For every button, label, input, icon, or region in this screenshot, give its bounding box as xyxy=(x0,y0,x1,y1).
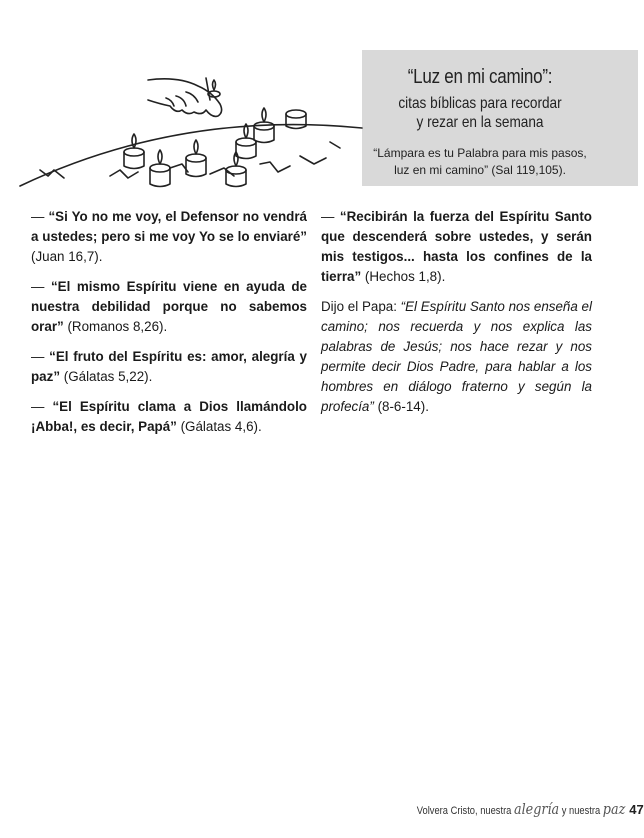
quote-dash: — xyxy=(31,399,53,414)
footer-script-word: paz xyxy=(602,800,626,818)
quote-reference: (Hechos 1,8). xyxy=(361,269,446,284)
bible-quote-paragraph xyxy=(31,397,307,437)
quote-text: “Si Yo no me voy, el Defensor no vendrá a ustedes; pero si me voy Yo se lo enviaré” xyxy=(31,209,307,244)
pope-quote-intro: Dijo el Papa: xyxy=(321,299,401,314)
quote-text: “El fruto del Espíritu es: amor, alegría y paz” xyxy=(31,349,307,384)
banner-subtitle xyxy=(380,94,581,132)
quote-text: “El mismo Espíritu viene en ayuda de nuestra debilidad porque no sabemos orar” xyxy=(31,279,307,334)
quote-dash: — xyxy=(31,279,51,294)
banner-subtitle-line1: citas bíblicas para recordar xyxy=(398,95,562,112)
quote-reference: (Gálatas 5,22). xyxy=(60,369,153,384)
banner-title: “Luz en mi camino”: xyxy=(407,66,553,88)
bible-quote-paragraph xyxy=(31,347,307,387)
footer-slogan xyxy=(417,800,626,818)
quote-text: “El Espíritu clama a Dios llamándolo ¡Abba!, es decir, Papá” xyxy=(31,399,307,434)
banner-quote xyxy=(362,145,598,179)
pope-quote-text: “El Espíritu Santo nos enseña el camino; nos recuerda y nos explica las palabras de Jesús; nos hace rezar y nos permite decir Dios Padre, para hablar a los hombres en diálogo fraterno y según la profecía” xyxy=(321,299,592,414)
pope-quote-paragraph xyxy=(321,297,592,417)
candles-illustration xyxy=(0,50,362,186)
page-number: 47 xyxy=(629,802,644,817)
quote-dash: — xyxy=(31,349,50,364)
quote-reference: (Juan 16,7). xyxy=(31,249,103,264)
footer-text: y nuestra xyxy=(559,805,603,817)
bible-quote-paragraph xyxy=(31,207,307,267)
quote-reference: (Romanos 8,26). xyxy=(63,319,168,334)
left-column xyxy=(31,207,307,447)
quote-reference: (Gálatas 4,6). xyxy=(176,419,262,434)
right-column xyxy=(321,207,592,427)
footer-script-word: alegría xyxy=(513,800,560,818)
quote-dash: — xyxy=(321,209,340,224)
banner-text-block xyxy=(362,50,638,186)
quote-dash: — xyxy=(31,209,49,224)
bible-quote-paragraph xyxy=(31,277,307,337)
banner-quote-line2: luz en mi camino” (Sal 119,105). xyxy=(394,163,566,177)
bible-quote-paragraph xyxy=(321,207,592,287)
page-footer xyxy=(380,800,644,822)
banner-subtitle-line2: y rezar en la semana xyxy=(416,114,544,131)
banner-quote-line1: “Lámpara es tu Palabra para mis pasos, xyxy=(373,146,587,160)
pope-quote-reference: (8-6-14). xyxy=(373,399,429,414)
footer-text: Volvera Cristo, nuestra xyxy=(416,805,514,817)
quote-text: “Recibirán la fuerza del Espíritu Santo que descenderá sobre ustedes, y serán mis testigos... hasta los confines de la tierra” xyxy=(321,209,592,284)
hand-lighting-candles-icon xyxy=(0,50,362,186)
